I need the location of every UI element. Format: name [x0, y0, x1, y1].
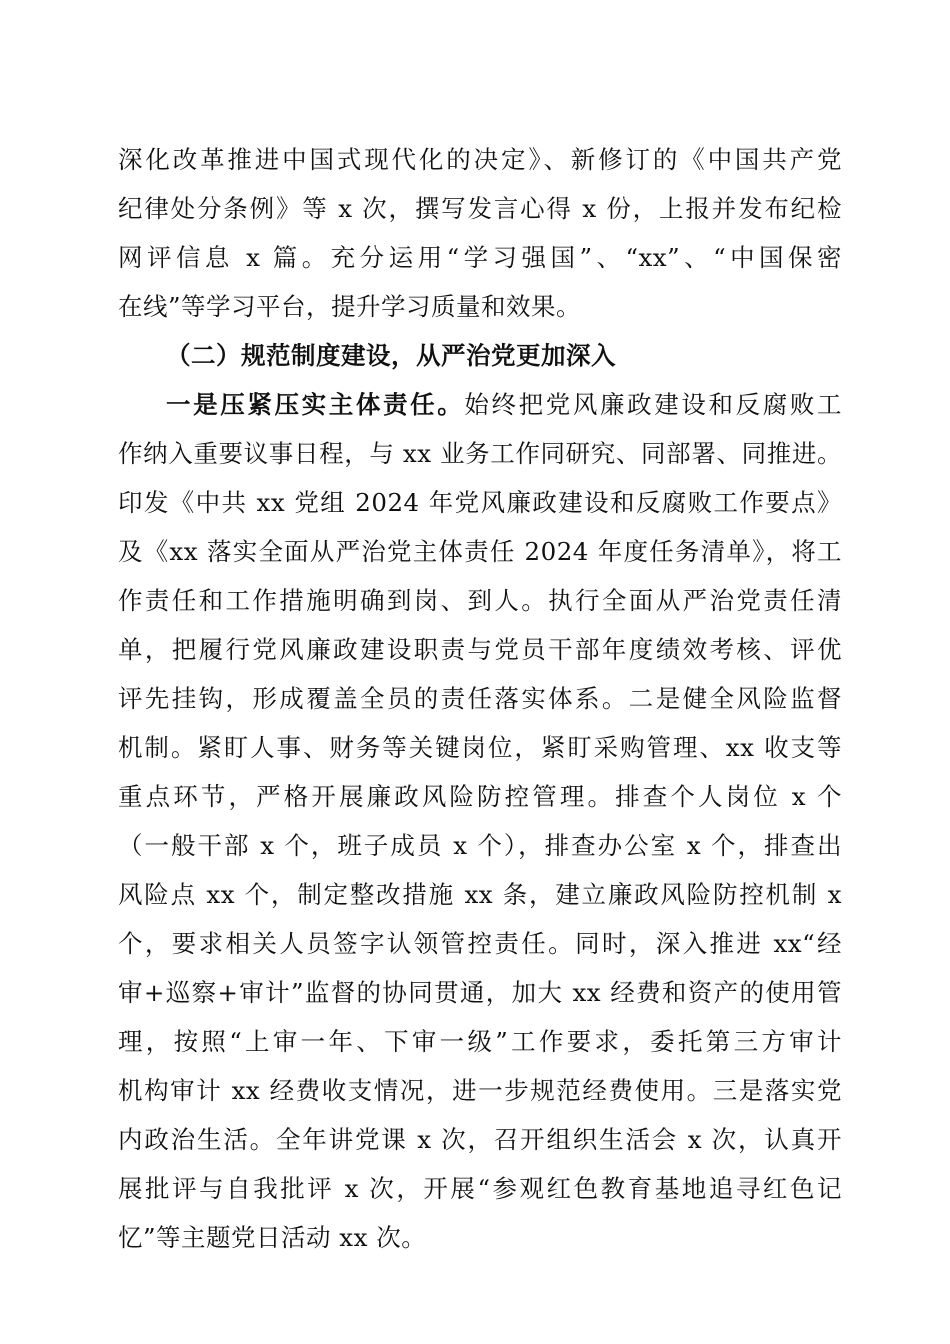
paragraph-line: 机构审计 xx 经费收支情况，进一步规范经费使用。三是落实党	[118, 1076, 842, 1105]
paragraph-line: 审+巡察+审计”监督的协同贯通，加大 xx 经费和资产的使用管	[118, 978, 842, 1007]
bold-lead-phrase: 一是压紧压实主体责任。	[166, 390, 465, 419]
paragraph-line: 纪律处分条例》等 x 次，撰写发言心得 x 份，上报并发布纪检	[118, 194, 842, 223]
paragraph-line: 网评信息 x 篇。充分运用“学习强国”、“xx”、“中国保密	[118, 243, 842, 272]
paragraph-line: 及《xx 落实全面从严治党主体责任 2024 年度任务清单》，将工	[118, 537, 842, 566]
paragraph-line: 印发《中共 xx 党组 2024 年党风廉政建设和反腐败工作要点》	[118, 488, 842, 517]
paragraph-line: 展批评与自我批评 x 次，开展“参观红色教育基地追寻红色记	[118, 1174, 842, 1203]
paragraph-line: 个，要求相关人员签字认领管控责任。同时，深入推进 xx“经	[118, 929, 842, 958]
paragraph-line: 在线”等学习平台，提升学习质量和效果。	[118, 292, 582, 321]
paragraph-line: 单，把履行党风廉政建设职责与党员干部年度绩效考核、评优	[118, 635, 842, 664]
paragraph-line: 评先挂钩，形成覆盖全员的责任落实体系。二是健全风险监督	[118, 684, 842, 713]
paragraph-line: 风险点 xx 个，制定整改措施 xx 条，建立廉政风险防控机制 x	[118, 880, 842, 909]
paragraph-line: 理，按照“上审一年、下审一级”工作要求，委托第三方审计	[118, 1027, 842, 1056]
paragraph-line: 重点环节，严格开展廉政风险防控管理。排查个人岗位 x 个	[118, 782, 842, 811]
paragraph-line: 机制。紧盯人事、财务等关键岗位，紧盯采购管理、xx 收支等	[118, 733, 842, 762]
paragraph-line: （一般干部 x 个，班子成员 x 个），排查办公室 x 个，排查出	[118, 831, 842, 860]
paragraph-line: 深化改革推进中国式现代化的决定》、新修订的《中国共产党	[118, 145, 842, 174]
paragraph-line: 作责任和工作措施明确到岗、到人。执行全面从严治党责任清	[118, 586, 842, 615]
paragraph-line: 忆”等主题党日活动 xx 次。	[118, 1223, 427, 1252]
paragraph-text: 始终把党风廉政建设和反腐败工	[464, 390, 842, 419]
section-heading: （二）规范制度建设，从严治党更加深入	[166, 341, 616, 370]
paragraph-line	[166, 385, 842, 425]
paragraph-line: 作纳入重要议事日程，与 xx 业务工作同研究、同部署、同推进。	[118, 439, 842, 468]
paragraph-line: 内政治生活。全年讲党课 x 次，召开组织生活会 x 次，认真开	[118, 1125, 842, 1154]
